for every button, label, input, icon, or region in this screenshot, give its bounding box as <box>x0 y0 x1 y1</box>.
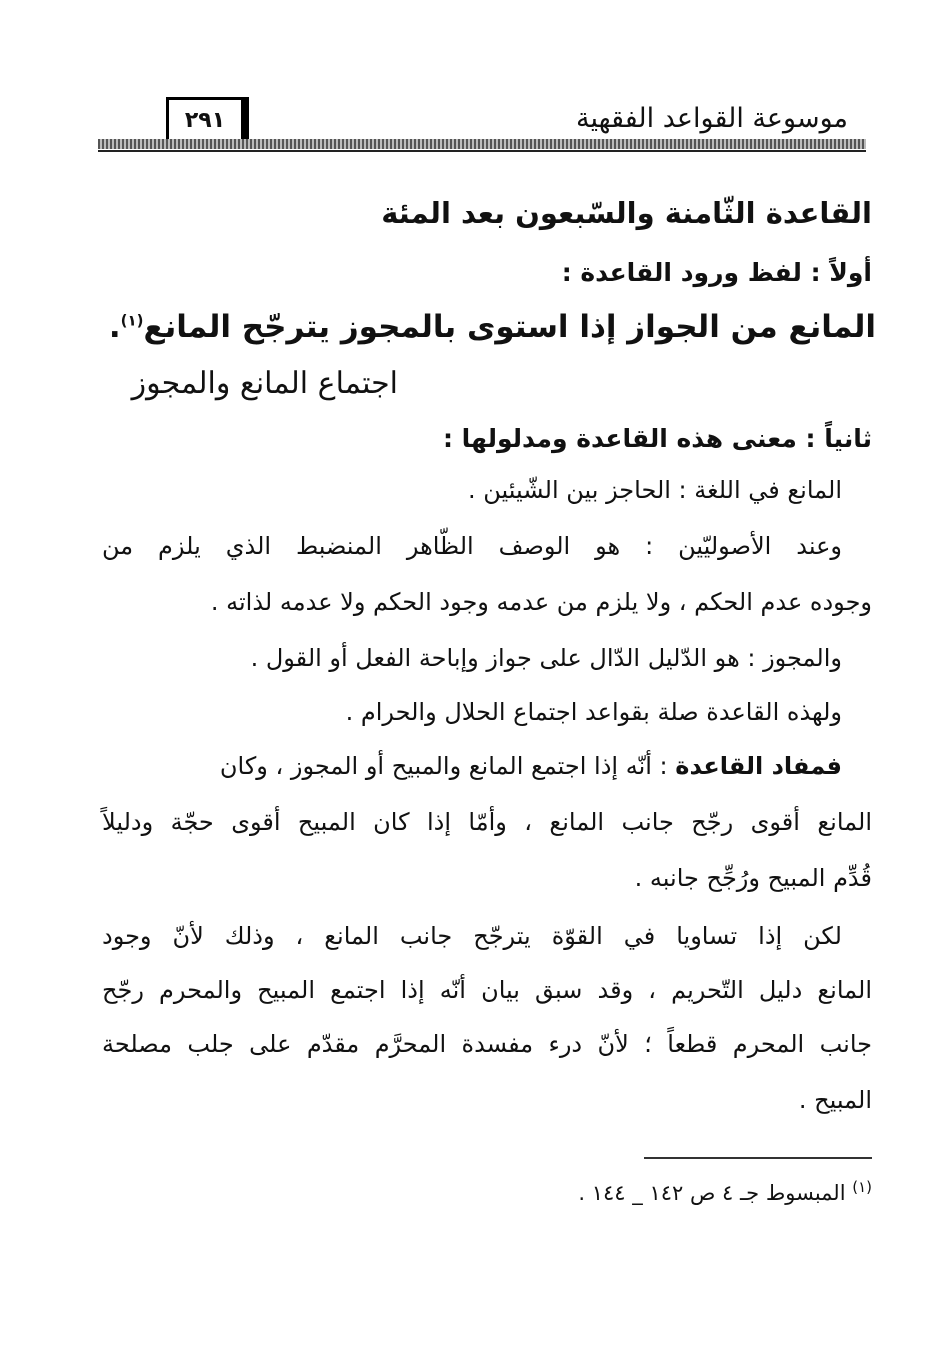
paragraph-6-line-4: المبيح . <box>798 1086 872 1114</box>
paragraph-6-line-3: جانب المحرم قطعاً ؛ لأنّ درء مفسدة المحرَّم مقدّم على جلب مصلحة <box>102 1030 872 1058</box>
paragraph-3: والمجوز : هو الدّليل الدّال على جواز وإباحة الفعل أو القول . <box>250 644 842 672</box>
footnote <box>578 1178 872 1205</box>
page-number: ٢٩١ <box>184 107 226 133</box>
rule-footnote-marker: (١) <box>120 311 144 330</box>
rule-alias: اجتماع المانع والمجوز <box>131 366 398 401</box>
paragraph-6-line-2: المانع دليل التّحريم ، وقد سبق بيان أنّه إذا اجتمع المبيح والمحرم رجّح <box>102 976 872 1004</box>
paragraph-4: ولهذه القاعدة صلة بقواعد اجتماع الحلال والحرام . <box>345 698 842 726</box>
paragraph-5-line-2: المانع أقوى رجّح جانب المانع ، وأمّا إذا كان المبيح أقوى حجّة ودليلاً <box>102 808 872 836</box>
footnote-marker: (١) <box>852 1178 872 1196</box>
paragraph-6-line-1: لكن إذا تساويا في القوّة يترجّح جانب المانع ، وذلك لأنّ وجود <box>102 922 842 950</box>
rule-statement <box>109 309 876 345</box>
second-label: ثانياً : معنى هذه القاعدة ومدلولها : <box>442 424 872 453</box>
paragraph-5-line-3: قُدِّم المبيح ورُجِّح جانبه . <box>634 864 872 892</box>
rule-end: . <box>108 309 121 345</box>
paragraph-5-line-1-text: : أنّه إذا اجتمع المانع والمبيح أو المجوز ، وكان <box>219 752 668 780</box>
paragraph-2-line-2: وجوده عدم الحكم ، ولا يلزم من عدمه وجود الحكم ولا عدمه لذاته . <box>210 588 872 616</box>
paragraph-5-label: فمفاد القاعدة <box>675 752 842 780</box>
paragraph-2-line-1: وعند الأصوليّين : هو الوصف الظّاهر المنضبط الذي يلزم من <box>102 532 842 560</box>
paragraph-5-line-1 <box>220 752 842 780</box>
page-number-box <box>166 97 244 143</box>
first-label: أولاً : لفظ ورود القاعدة : <box>561 258 872 287</box>
running-header-title: موسوعة القواعد الفقهية <box>576 103 848 134</box>
footnote-separator <box>644 1157 872 1159</box>
rule-text: المانع من الجواز إذا استوى بالمجوز يترجّح المانع <box>143 309 876 345</box>
paragraph-1: المانع في اللغة : الحاجز بين الشّيئين . <box>467 476 842 504</box>
header-rule <box>98 139 866 149</box>
section-heading: القاعدة الثّامنة والسّبعون بعد المئة <box>381 196 872 230</box>
header-rule-line <box>98 150 866 152</box>
footnote-text: المبسوط جـ ٤ ص ١٤٢ _ ١٤٤ . <box>578 1181 846 1205</box>
